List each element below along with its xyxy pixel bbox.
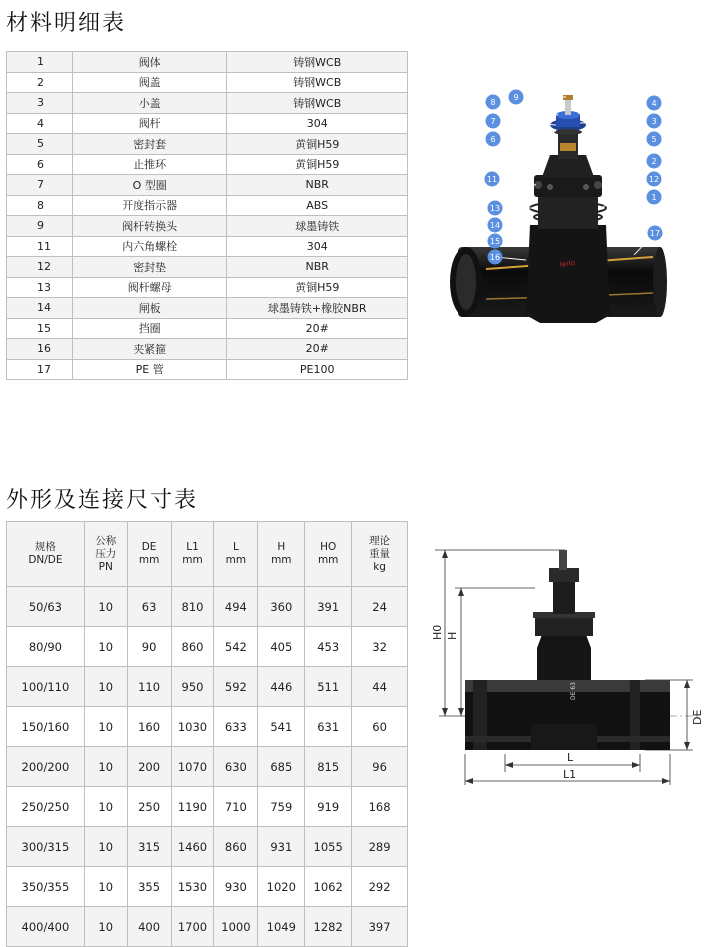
dimension-cell: 160 — [127, 707, 171, 747]
dimension-cell: 950 — [171, 667, 214, 707]
dimension-row — [7, 827, 408, 867]
part-material: 304 — [227, 113, 408, 134]
dimension-cell: 511 — [305, 667, 352, 707]
dimensions-title: 外形及连接尺寸表 — [6, 488, 199, 513]
valve-exploded-illustration — [438, 85, 678, 345]
callout-number: 1 — [651, 193, 657, 202]
part-material: 黄铜H59 — [227, 134, 408, 155]
material-row — [7, 339, 408, 360]
dimension-cell: 150/160 — [7, 707, 85, 747]
dimension-cell: 10 — [84, 867, 127, 907]
dim-header-cell — [7, 522, 85, 587]
callout-leader-line — [606, 197, 654, 215]
dimension-cell: 24 — [352, 587, 408, 627]
dimension-cell: 860 — [171, 627, 214, 667]
dimension-cell: 250/250 — [7, 787, 85, 827]
part-number: 6 — [7, 154, 73, 175]
part-number: 3 — [7, 93, 73, 114]
material-row — [7, 236, 408, 257]
part-material: NBR — [227, 257, 408, 278]
dimension-cell: 631 — [305, 707, 352, 747]
part-material: 20# — [227, 318, 408, 339]
dimension-cell: 759 — [258, 787, 305, 827]
dimension-cell: 400/400 — [7, 907, 85, 947]
part-material: 铸钢WCB — [227, 72, 408, 93]
dim-label-h: H — [446, 631, 459, 640]
callout-number: 14 — [489, 221, 501, 230]
dim-header-line: L — [232, 541, 239, 553]
dimension-row — [7, 627, 408, 667]
dim-header-line: mm — [225, 554, 247, 566]
dimension-cell: 630 — [214, 747, 258, 787]
callout-leader-line — [580, 121, 654, 123]
dimension-cell: 541 — [258, 707, 305, 747]
dimension-cell: 710 — [214, 787, 258, 827]
dim-header-cell — [352, 522, 408, 587]
part-material: PE100 — [227, 359, 408, 380]
svg-text:lerlo: lerlo — [559, 258, 576, 269]
callout-number: 6 — [490, 135, 496, 144]
dimension-cell: 250 — [127, 787, 171, 827]
material-row — [7, 257, 408, 278]
valve-dimension-drawing — [425, 540, 710, 790]
callout-leader-line — [578, 103, 654, 113]
dimension-cell: 400 — [127, 907, 171, 947]
part-name: PE 管 — [72, 359, 227, 380]
dimension-cell: 1062 — [305, 867, 352, 907]
dimension-cell: 32 — [352, 627, 408, 667]
part-number: 11 — [7, 236, 73, 257]
dimension-cell: 815 — [305, 747, 352, 787]
dimension-row — [7, 667, 408, 707]
dimension-cell: 44 — [352, 667, 408, 707]
dimension-cell: 685 — [258, 747, 305, 787]
dimension-cell: 405 — [258, 627, 305, 667]
callout-number: 11 — [486, 175, 498, 184]
dimension-cell: 110 — [127, 667, 171, 707]
callout-leader-line — [603, 179, 657, 207]
part-number: 15 — [7, 318, 73, 339]
dimension-cell: 810 — [171, 587, 214, 627]
part-material: 球墨铸铁 — [227, 216, 408, 237]
callout-leader-line — [580, 130, 654, 139]
svg-text:DE 63: DE 63 — [570, 682, 577, 700]
dimensions-table — [6, 521, 408, 947]
material-row — [7, 359, 408, 380]
dimension-cell: 391 — [305, 587, 352, 627]
dimension-cell: 80/90 — [7, 627, 85, 667]
dim-header-cell — [258, 522, 305, 587]
material-row — [7, 154, 408, 175]
dimension-cell: 10 — [84, 587, 127, 627]
dim-header-line: mm — [271, 554, 292, 566]
dimension-cell: 350/355 — [7, 867, 85, 907]
material-row — [7, 318, 408, 339]
part-number: 9 — [7, 216, 73, 237]
dimension-cell: 397 — [352, 907, 408, 947]
dimension-row — [7, 907, 408, 947]
dimension-row — [7, 587, 408, 627]
callout-leader-line — [493, 121, 556, 125]
dim-header-cell — [305, 522, 352, 587]
callout-number: 2 — [651, 157, 657, 166]
part-name: 止推环 — [72, 154, 227, 175]
part-number: 4 — [7, 113, 73, 134]
part-name: 阀盖 — [72, 72, 227, 93]
dim-header-cell — [127, 522, 171, 587]
callout-number: 7 — [490, 117, 496, 126]
part-number: 1 — [7, 52, 73, 73]
dim-header-line: PN — [98, 560, 113, 573]
dimension-cell: 200 — [127, 747, 171, 787]
dimension-cell: 168 — [352, 787, 408, 827]
material-row — [7, 175, 408, 196]
part-name: 小盖 — [72, 93, 227, 114]
dimension-cell: 10 — [84, 907, 127, 947]
material-row — [7, 134, 408, 155]
callout-number: 16 — [489, 253, 501, 262]
dim-header-cell — [214, 522, 258, 587]
dimension-cell: 10 — [84, 667, 127, 707]
callout-number: 12 — [648, 175, 660, 184]
dim-header-line: 压力 — [95, 547, 117, 560]
dimension-cell: 633 — [214, 707, 258, 747]
callout-number: 3 — [651, 117, 657, 126]
dimension-cell: 360 — [258, 587, 305, 627]
dimension-cell: 90 — [127, 627, 171, 667]
dim-label-l: L — [567, 751, 574, 764]
part-name: 阀体 — [72, 52, 227, 73]
material-row — [7, 113, 408, 134]
material-row — [7, 93, 408, 114]
callout-number: 8 — [490, 98, 496, 107]
dim-label-l1: L1 — [563, 768, 577, 781]
dimension-cell: 1055 — [305, 827, 352, 867]
dimension-cell: 60 — [352, 707, 408, 747]
dim-label-de: DE — [691, 709, 704, 725]
dimension-cell: 1020 — [258, 867, 305, 907]
part-name: 闸板 — [72, 298, 227, 319]
dimension-cell: 63 — [127, 587, 171, 627]
dimension-cell: 1030 — [171, 707, 214, 747]
dimension-cell: 930 — [214, 867, 258, 907]
part-material: 304 — [227, 236, 408, 257]
part-name: O 型圈 — [72, 175, 227, 196]
part-material: 黄铜H59 — [227, 154, 408, 175]
dimension-cell: 10 — [84, 787, 127, 827]
callout-number: 5 — [651, 135, 657, 144]
dimension-cell: 1000 — [214, 907, 258, 947]
dim-header-line: 理论 — [369, 534, 391, 547]
dimension-cell: 1070 — [171, 747, 214, 787]
material-row — [7, 195, 408, 216]
dim-header-line: DN/DE — [28, 554, 63, 566]
callout-number: 4 — [651, 99, 657, 108]
dimension-cell: 931 — [258, 827, 305, 867]
dimension-row — [7, 747, 408, 787]
callout-leader-line — [493, 131, 556, 139]
dimension-row — [7, 707, 408, 747]
dimension-cell: 1700 — [171, 907, 214, 947]
part-material: 铸钢WCB — [227, 52, 408, 73]
part-number: 5 — [7, 134, 73, 155]
dimension-cell: 315 — [127, 827, 171, 867]
dimension-cell: 10 — [84, 627, 127, 667]
dim-header-line: 公称 — [95, 534, 117, 547]
dimension-cell: 355 — [127, 867, 171, 907]
materials-title: 材料明细表 — [6, 11, 127, 36]
dimension-cell: 1282 — [305, 907, 352, 947]
dimension-cell: 446 — [258, 667, 305, 707]
material-row — [7, 72, 408, 93]
dimension-cell: 453 — [305, 627, 352, 667]
part-number: 17 — [7, 359, 73, 380]
dimension-cell: 1190 — [171, 787, 214, 827]
dim-header-line: L1 — [186, 541, 199, 553]
dim-label-h0: H0 — [431, 624, 444, 640]
dimension-cell: 542 — [214, 627, 258, 667]
dim-header-line: 重量 — [369, 547, 391, 560]
dimension-cell: 300/315 — [7, 827, 85, 867]
callout-number: 9 — [513, 93, 519, 102]
dimension-cell: 289 — [352, 827, 408, 867]
part-name: 阀杆转换头 — [72, 216, 227, 237]
part-number: 8 — [7, 195, 73, 216]
callout-number: 13 — [489, 204, 501, 213]
dimension-cell: 200/200 — [7, 747, 85, 787]
part-number: 2 — [7, 72, 73, 93]
callout-leader-line — [606, 161, 654, 185]
dimension-cell: 96 — [352, 747, 408, 787]
dimension-cell: 292 — [352, 867, 408, 907]
dimension-cell: 1460 — [171, 827, 214, 867]
dimension-cell: 1049 — [258, 907, 305, 947]
dimension-cell: 50/63 — [7, 587, 85, 627]
dimension-cell: 860 — [214, 827, 258, 867]
dim-header-line: mm — [317, 554, 339, 566]
dim-header-line: mm — [138, 554, 160, 566]
dimension-cell: 919 — [305, 787, 352, 827]
callout-number: 15 — [489, 237, 501, 246]
dim-header-line: 规格 — [34, 541, 56, 553]
part-material: 20# — [227, 339, 408, 360]
dimension-cell: 10 — [84, 707, 127, 747]
part-name: 阀杆 — [72, 113, 227, 134]
material-row — [7, 216, 408, 237]
dimension-cell: 10 — [84, 827, 127, 867]
dimension-row — [7, 787, 408, 827]
part-material: 铸钢WCB — [227, 93, 408, 114]
part-name: 阀杆螺母 — [72, 277, 227, 298]
dim-header-line: kg — [373, 560, 386, 573]
material-row — [7, 52, 408, 73]
dim-header-cell — [84, 522, 127, 587]
part-name: 密封垫 — [72, 257, 227, 278]
callout-leader-line — [493, 102, 558, 115]
dim-header-cell — [171, 522, 214, 587]
dim-header-line: mm — [182, 554, 203, 566]
material-row — [7, 277, 408, 298]
dimension-cell: 10 — [84, 747, 127, 787]
part-material: 黄铜H59 — [227, 277, 408, 298]
part-name: 挡圈 — [72, 318, 227, 339]
dim-header-line: HO — [320, 541, 337, 553]
material-row — [7, 298, 408, 319]
part-number: 13 — [7, 277, 73, 298]
dimension-cell: 494 — [214, 587, 258, 627]
part-name: 内六角螺栓 — [72, 236, 227, 257]
part-number: 12 — [7, 257, 73, 278]
dimension-row — [7, 867, 408, 907]
part-material: ABS — [227, 195, 408, 216]
part-name: 开度指示器 — [72, 195, 227, 216]
part-number: 7 — [7, 175, 73, 196]
dimension-cell: 592 — [214, 667, 258, 707]
part-number: 14 — [7, 298, 73, 319]
part-name: 密封套 — [72, 134, 227, 155]
part-number: 16 — [7, 339, 73, 360]
materials-table — [6, 51, 408, 380]
part-material: 球墨铸铁+橡胶NBR — [227, 298, 408, 319]
callout-number: 17 — [649, 229, 661, 238]
dimension-cell: 1530 — [171, 867, 214, 907]
part-material: NBR — [227, 175, 408, 196]
dimension-cell: 100/110 — [7, 667, 85, 707]
dim-header-line: H — [277, 541, 286, 553]
dim-header-line: DE — [141, 541, 157, 553]
part-name: 夹紧箍 — [72, 339, 227, 360]
